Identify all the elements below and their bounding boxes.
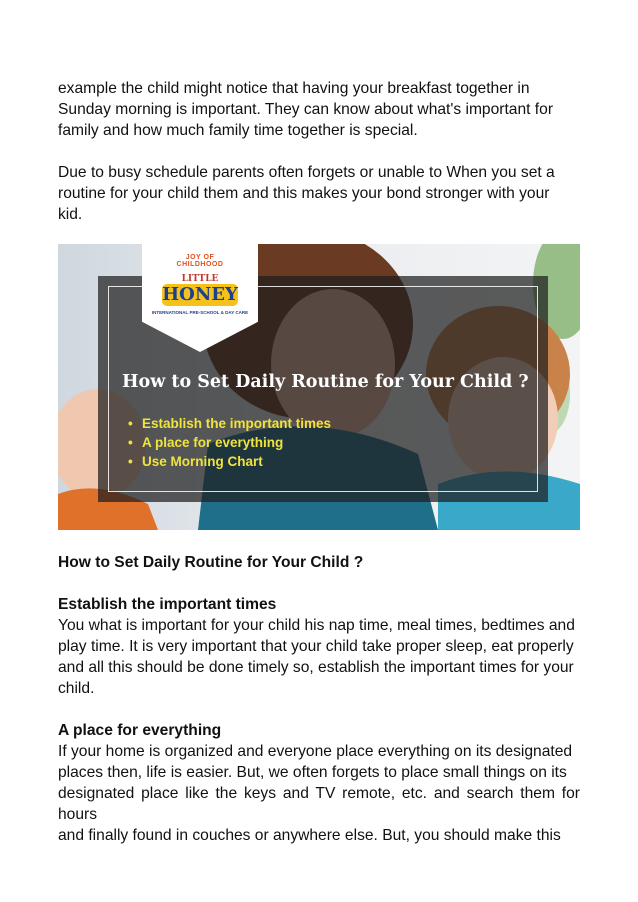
section-line: child.: [58, 680, 95, 697]
section-line: designated place like the keys and TV remote, etc. and search them for hours: [58, 785, 580, 823]
intro-line: family and how much family time together is special.: [58, 122, 418, 139]
section-line: You what is important for your child his nap time, meal times, bedtimes and: [58, 617, 575, 634]
logo-tagline: INTERNATIONAL PRE-SCHOOL & DAY CARE: [151, 310, 249, 315]
section-title: A place for everything: [58, 722, 222, 739]
section-title: Establish the important times: [58, 596, 277, 613]
intro-line: example the child might notice that having your breakfast together in: [58, 80, 530, 97]
article-body: [58, 552, 580, 846]
banner-title: How to Set Daily Routine for Your Child ?: [122, 372, 529, 392]
banner-list-item: • A place for everything: [128, 435, 284, 450]
intro-line: routine for your child them and this makes your bond stronger with your: [58, 185, 550, 202]
section-line: places then, life is easier. But, we often forgets to place small things on its: [58, 764, 567, 781]
intro-line: Due to busy schedule parents often forgets or unable to When you set a: [58, 164, 555, 181]
section-line: If your home is organized and everyone place everything on its designated: [58, 743, 573, 760]
intro-line: Sunday morning is important. They can know about what's important for: [58, 101, 554, 118]
intro-text: [58, 78, 580, 225]
intro-line: kid.: [58, 206, 83, 223]
section-line: play time. It is very important that your child take proper sleep, eat properly: [58, 638, 574, 655]
logo-main-text: HONEY: [162, 284, 238, 305]
banner-list-item: • Establish the important times: [128, 416, 332, 431]
banner-list: [128, 414, 331, 471]
logo-arc-text: JOY OF CHILDHOOD: [176, 254, 224, 268]
section-line: and all this should be done timely so, establish the important times for your: [58, 659, 574, 676]
logo-top-text: LITTLE: [181, 274, 219, 284]
article-heading: How to Set Daily Routine for Your Child ?: [58, 554, 364, 571]
article-banner-image: [58, 244, 580, 530]
banner-list-item: • Use Morning Chart: [128, 454, 263, 469]
section-line: and finally found in couches or anywhere else. But, you should make this: [58, 827, 561, 844]
